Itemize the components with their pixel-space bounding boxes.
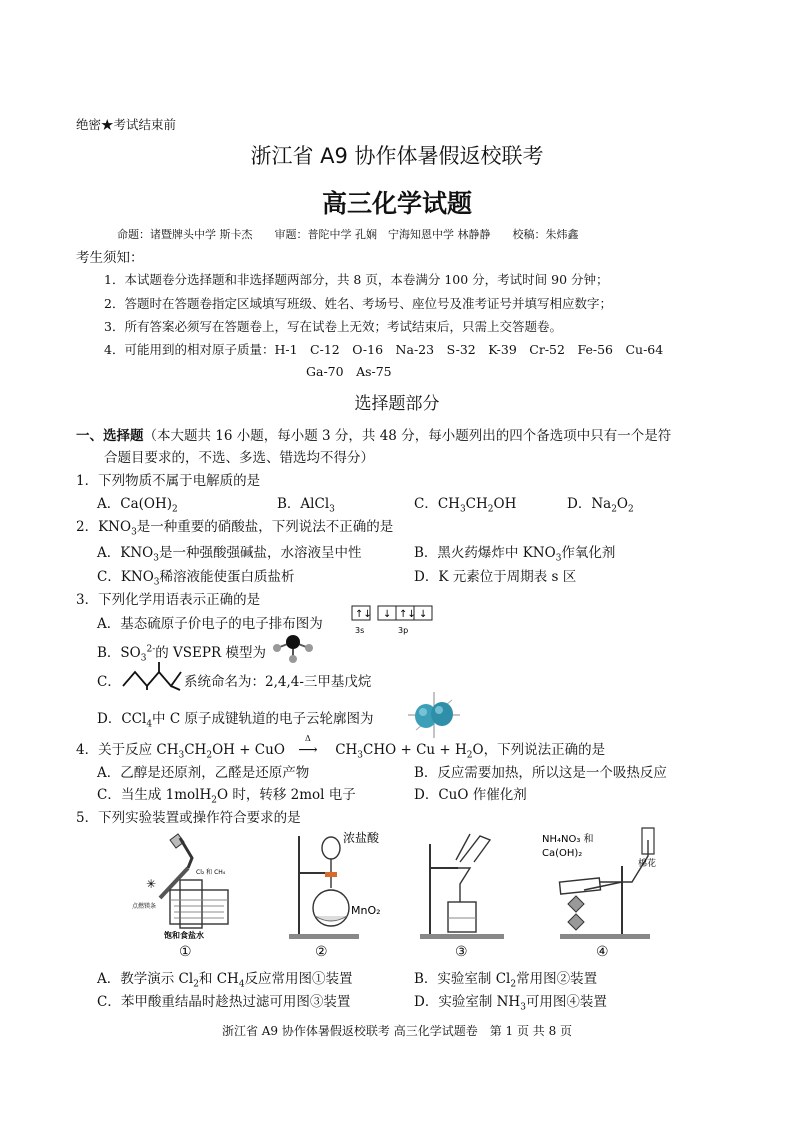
notice-heading: 考生须知： xyxy=(76,250,144,266)
label-mg: 点燃镁条 xyxy=(132,903,157,910)
oxygen-atom xyxy=(273,644,281,652)
arrow-down: ↓ xyxy=(383,609,392,620)
q4-option-b: B．反应需要加热，所以这是一个吸热反应 xyxy=(414,765,667,781)
label-nh4no3: NH₄NO₃ 和 xyxy=(542,834,594,845)
label-gas: Cl₂ 和 CH₄ xyxy=(196,869,226,876)
q5-option-b: B．实验室制 $Cl_2$常用图②装置 xyxy=(414,971,598,990)
q4-option-a: A．乙醇是还原剂，乙醛是还原产物 xyxy=(97,765,310,781)
orbital-diagram xyxy=(350,604,440,636)
figure-4-apparatus xyxy=(540,826,670,944)
q4-option-c: C．当生成 1molH$_2$O 时，转移 2mol 电子 xyxy=(97,787,356,806)
skeletal-formula xyxy=(120,660,184,692)
label-brine: 饱和食盐水 xyxy=(164,931,204,940)
paper-title: 高三化学试题 xyxy=(321,189,472,218)
page-footer: 浙江省 A9 协作体暑假返校联考 高三化学试题卷 第 1 页 共 8 页 xyxy=(221,1024,573,1038)
q5-option-d: D．实验室制 $NH_3$可用图④装置 xyxy=(414,994,607,1013)
section-desc-2: 合题目要求的，不选、多选、错选均不得分） xyxy=(104,450,374,466)
q2-option-c: C．$KNO_3$稀溶液能使蛋白质盐析 xyxy=(97,569,295,588)
figure-1-number: ① xyxy=(179,944,192,960)
q3-option-c-label: C． xyxy=(97,674,121,690)
figure-2-number: ② xyxy=(315,944,328,960)
notice-item-3: 3．所有答案必须写在答题卷上，写在试卷上无效；考试结束后，只需上交答题卷。 xyxy=(104,319,562,334)
q3-option-b: B．$SO_3^{2-}$的 VSEPR 模型为 xyxy=(97,644,266,664)
notice-item-4-cont: Ga-70 As-75 xyxy=(306,364,392,379)
label-hcl: 浓盐酸 xyxy=(343,831,380,845)
q3-option-d: D．CCl$_4$中 C 原子成键轨道的电子云轮廓图为 xyxy=(97,711,374,730)
notice-item-1: 1．本试题卷分选择题和非选择题两部分，共 8 页，本卷满分 100 分，考试时间 90 分钟； xyxy=(104,272,609,287)
sulfur-atom xyxy=(286,635,300,649)
vsepr-model xyxy=(270,631,316,665)
q3-stem: 3．下列化学用语表示正确的是 xyxy=(76,592,261,608)
arrow-down: ↓ xyxy=(419,609,428,620)
q1-option-d: D．$Na_2O_2$ xyxy=(567,496,634,515)
figure-4-number: ④ xyxy=(596,944,609,960)
section-desc-1: （本大题共 16 小题，每小题 3 分，共 48 分，每小题列出的四个备选项中只有一个是符 xyxy=(143,428,672,444)
arrow-pair: ↑↓ xyxy=(355,609,372,620)
q2-stem: 2．$KNO_3$是一种重要的硝酸盐，下列说法不正确的是 xyxy=(76,519,394,538)
figure-3-apparatus xyxy=(418,826,508,944)
q1-option-a: A．$Ca(OH)_2$ xyxy=(97,496,178,515)
sp3-orbital-image xyxy=(406,690,462,740)
label-mno2: MnO₂ xyxy=(351,904,381,917)
credits: 命题：诸暨牌头中学 斯卡杰 审题：普陀中学 孔娴 宁海知恩中学 林静静 校稿：朱炜鑫 xyxy=(117,228,579,241)
label-3p: 3p xyxy=(398,626,409,635)
q5-stem: 5．下列实验装置或操作符合要求的是 xyxy=(76,810,301,826)
notice-item-2: 2．答题时在答题卷指定区域填写班级、姓名、考场号、座位号及准考证号并填写相应数字； xyxy=(104,296,612,311)
figure-1-apparatus xyxy=(130,828,260,943)
exam-title: 浙江省 A9 协作体暑假返校联考 xyxy=(250,144,544,168)
q2-option-d: D．K 元素位于周期表 s 区 xyxy=(414,569,577,585)
spark-icon: ✳ xyxy=(146,877,157,891)
q1-option-c: C．$CH_3CH_2OH$ xyxy=(414,496,517,515)
label-caoh2: Ca(OH)₂ xyxy=(542,848,583,859)
oxygen-atom xyxy=(289,655,297,663)
label-cotton: 棉花 xyxy=(638,859,657,869)
q2-option-b: B．黑火药爆炸中 $KNO_3$作氧化剂 xyxy=(414,545,616,564)
label-3s: 3s xyxy=(355,626,365,635)
q4-stem: 4．关于反应 $CH_3CH_2OH$ + CuO Δ ⟶ $CH_3CHO + Cu + H_2O$，下列说法正确的是 xyxy=(76,734,606,761)
section-title: 选择题部分 xyxy=(354,394,440,414)
heat-symbol: Δ xyxy=(305,734,311,743)
q3-option-a: A．基态硫原子价电子的电子排布图为 xyxy=(97,616,323,632)
q5-option-a: A．教学演示 $Cl_2$和 $CH_4$反应常用图①装置 xyxy=(97,971,353,990)
q1-stem: 1．下列物质不属于电解质的是 xyxy=(76,473,261,489)
section-heading: 一、选择题 xyxy=(76,428,144,444)
oxygen-atom xyxy=(305,644,313,652)
figure-2-apparatus xyxy=(285,828,400,943)
notice-item-4: 4．可能用到的相对原子质量：H-1 C-12 O-16 Na-23 S-32 K-39 Cr-52 Fe-56 Cu-64 xyxy=(104,342,664,357)
q3-option-c-text: 系统命名为：2,4,4-三甲基戊烷 xyxy=(184,674,372,690)
q2-option-a: A．$KNO_3$是一种强酸强碱盐，水溶液呈中性 xyxy=(97,545,362,564)
secret-label: 绝密★考试结束前 xyxy=(76,117,177,132)
q5-option-c: C．苯甲酸重结晶时趁热过滤可用图③装置 xyxy=(97,994,351,1010)
figure-3-number: ③ xyxy=(455,944,468,960)
q4-option-d: D．CuO 作催化剂 xyxy=(414,787,527,803)
arrow-pair: ↑↓ xyxy=(399,609,416,620)
q1-option-b: B．AlCl$_3$ xyxy=(277,496,335,515)
